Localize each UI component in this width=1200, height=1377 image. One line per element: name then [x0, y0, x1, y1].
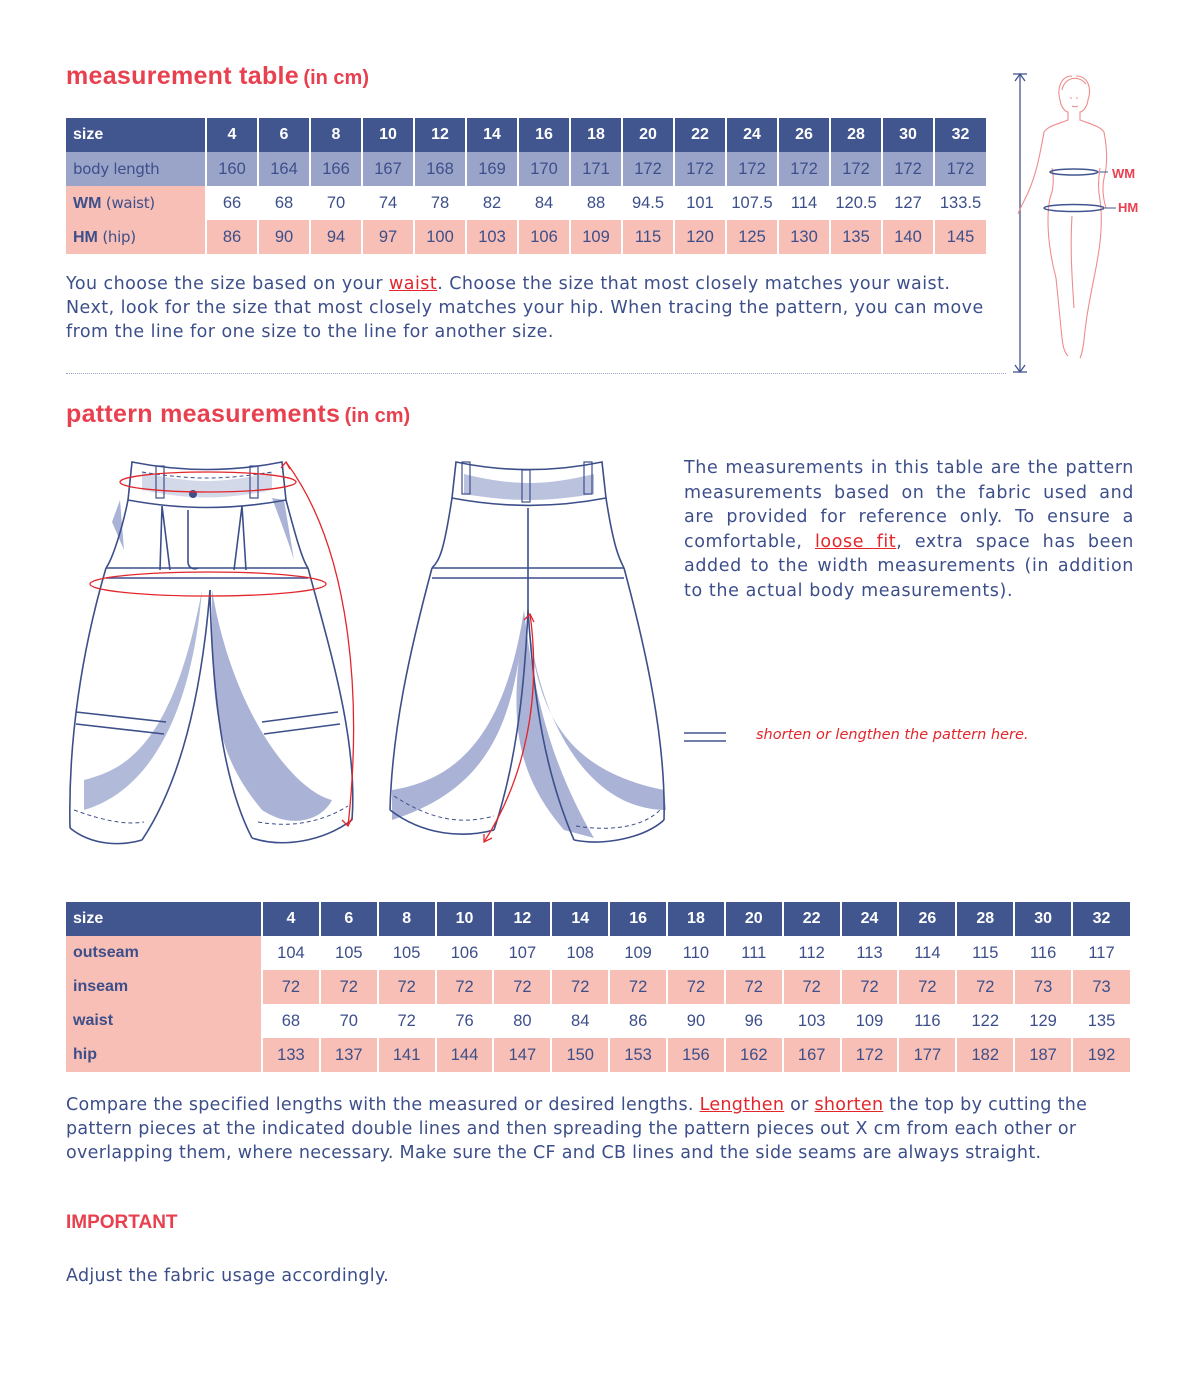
- row-label: [66, 186, 206, 220]
- size-header-cell: 24: [726, 118, 778, 152]
- pattern-measurements-title: pattern measurements: [66, 400, 341, 428]
- row-label: body length: [66, 152, 206, 186]
- table-cell: 108: [551, 936, 609, 970]
- shorten-lengthen-note: shorten or lengthen the pattern here.: [756, 727, 1029, 743]
- table-cell: 106: [518, 220, 570, 254]
- table-cell: 172: [622, 152, 674, 186]
- table-cell: 74: [362, 186, 414, 220]
- table-cell: 86: [206, 220, 258, 254]
- table-cell: 172: [882, 152, 934, 186]
- double-line-symbol: [684, 730, 726, 744]
- size-header-cell: 32: [1092, 910, 1111, 927]
- table-cell: 177: [898, 1038, 956, 1072]
- table-cell: 109: [841, 1004, 899, 1038]
- table-cell: 84: [551, 1004, 609, 1038]
- row-label-sub: (hip): [97, 227, 136, 246]
- trousers-back-illustration: [384, 450, 674, 850]
- table-cell: 110: [667, 936, 725, 970]
- table-cell: 112: [783, 936, 841, 970]
- table-cell: 166: [310, 152, 362, 186]
- table-cell: 153: [609, 1038, 667, 1072]
- size-header-cell: 18: [570, 118, 622, 152]
- table-row: [66, 220, 986, 254]
- pattern-measurements-unit: (in cm): [344, 405, 411, 427]
- table-cell: 147: [493, 1038, 551, 1072]
- lengthen-link[interactable]: Lengthen: [699, 1095, 785, 1115]
- size-header-cell: 16: [518, 118, 570, 152]
- table-cell: 80: [493, 1004, 551, 1038]
- size-header-cell: 12: [414, 118, 466, 152]
- section-divider: [66, 373, 1006, 374]
- size-header-cell: 30: [882, 118, 934, 152]
- table-cell: 107: [493, 936, 551, 970]
- size-header-label: size: [66, 902, 262, 936]
- table-row: [66, 1038, 1130, 1072]
- important-text: Adjust the fabric usage accordingly.: [66, 1266, 389, 1286]
- table-cell: 113: [841, 936, 899, 970]
- table-cell: 68: [258, 186, 310, 220]
- table-cell: 72: [667, 970, 725, 1004]
- table-cell: 72: [262, 970, 320, 1004]
- size-header-cell: 6: [258, 118, 310, 152]
- table-cell: 114: [778, 186, 830, 220]
- size-header-cell: 18: [667, 902, 725, 936]
- table-cell: 70: [310, 186, 362, 220]
- table-cell: 172: [841, 1038, 899, 1072]
- table-cell: 88: [570, 186, 622, 220]
- table-cell: 105: [320, 936, 378, 970]
- table-cell: 90: [258, 220, 310, 254]
- table-cell: 167: [783, 1038, 841, 1072]
- measurement-table-heading: [66, 62, 369, 91]
- size-header-cell: 30: [1014, 902, 1072, 936]
- table-cell: 160: [206, 152, 258, 186]
- table-cell: 107.5: [726, 186, 778, 220]
- table-cell: 106: [436, 936, 494, 970]
- row-label-main: WM: [73, 194, 102, 212]
- size-header-cell: 24: [841, 902, 899, 936]
- table-cell: 192: [1087, 1045, 1116, 1064]
- size-header-cell: 6: [320, 902, 378, 936]
- table-cell: 116: [898, 1004, 956, 1038]
- table-cell: 84: [518, 186, 570, 220]
- row-label: [66, 220, 206, 254]
- size-header-cell: 10: [436, 902, 494, 936]
- table-cell: 72: [493, 970, 551, 1004]
- table-cell: 103: [783, 1004, 841, 1038]
- table-cell: 94.5: [622, 186, 674, 220]
- table-cell: 172: [778, 152, 830, 186]
- table-cell: 116: [1014, 936, 1072, 970]
- table-cell: 125: [726, 220, 778, 254]
- table-cell: 145: [946, 227, 975, 246]
- table-cell: 97: [362, 220, 414, 254]
- size-header-cell: 28: [956, 902, 1014, 936]
- table-cell: 162: [725, 1038, 783, 1072]
- table-cell: 105: [378, 936, 436, 970]
- table-cell: 182: [956, 1038, 1014, 1072]
- table-cell: 172: [726, 152, 778, 186]
- loose-fit-link[interactable]: loose fit: [814, 531, 897, 552]
- table-cell: 122: [956, 1004, 1014, 1038]
- table-cell: 72: [725, 970, 783, 1004]
- table-cell: 141: [378, 1038, 436, 1072]
- table-cell: 68: [262, 1004, 320, 1038]
- size-header-cell: 14: [466, 118, 518, 152]
- table-cell: 86: [609, 1004, 667, 1038]
- size-header-label: size: [66, 118, 206, 152]
- table-row: [66, 152, 986, 186]
- table-cell: 103: [466, 220, 518, 254]
- table-cell: 114: [898, 936, 956, 970]
- body-figure-illustration: [1008, 68, 1158, 380]
- table-cell: 109: [570, 220, 622, 254]
- table-cell: 120: [674, 220, 726, 254]
- trousers-front-illustration: [62, 450, 372, 850]
- table-cell: 172: [946, 159, 975, 178]
- table-cell: 133: [262, 1038, 320, 1072]
- row-label: outseam: [66, 936, 262, 970]
- row-label: inseam: [66, 970, 262, 1004]
- shorten-link[interactable]: shorten: [814, 1095, 884, 1115]
- table-cell: 111: [725, 936, 783, 970]
- size-header-cell: 26: [898, 902, 956, 936]
- size-header-cell: 28: [830, 118, 882, 152]
- table-cell: 72: [609, 970, 667, 1004]
- table-cell: 72: [551, 970, 609, 1004]
- table-cell: 78: [414, 186, 466, 220]
- table-cell: 167: [362, 152, 414, 186]
- size-header-cell: 20: [622, 118, 674, 152]
- pattern-measurements-heading: [66, 400, 410, 429]
- wm-figure-label: WM: [1112, 166, 1136, 181]
- row-label-sub: (waist): [101, 193, 155, 212]
- table-header-row: [66, 118, 986, 152]
- table-cell: 100: [414, 220, 466, 254]
- table-row: [66, 186, 986, 220]
- hm-figure-label: HM: [1118, 200, 1139, 215]
- table-cell: 72: [841, 970, 899, 1004]
- table-cell: 101: [674, 186, 726, 220]
- table-cell: 137: [320, 1038, 378, 1072]
- table-cell: 66: [206, 186, 258, 220]
- table-cell: 130: [778, 220, 830, 254]
- table-cell: 187: [1014, 1038, 1072, 1072]
- table-cell: 72: [783, 970, 841, 1004]
- table-cell: 135: [830, 220, 882, 254]
- table-cell: 127: [882, 186, 934, 220]
- size-header-cell: 22: [783, 902, 841, 936]
- table-cell: 117: [1088, 943, 1115, 962]
- row-label-main: HM: [73, 228, 98, 246]
- size-header-cell: 20: [725, 902, 783, 936]
- table-header-row: [66, 902, 1130, 936]
- table-cell: 72: [378, 970, 436, 1004]
- table-cell: 76: [436, 1004, 494, 1038]
- table-cell: 140: [882, 220, 934, 254]
- row-label: waist: [66, 1004, 262, 1038]
- measurement-table-unit: (in cm): [303, 67, 369, 89]
- table-row: [66, 936, 1130, 970]
- table-row: [66, 1004, 1130, 1038]
- size-header-cell: 16: [609, 902, 667, 936]
- table-cell: 104: [262, 936, 320, 970]
- size-header-cell: 32: [951, 126, 970, 143]
- size-header-cell: 26: [778, 118, 830, 152]
- table-cell: 90: [667, 1004, 725, 1038]
- table-cell: 170: [518, 152, 570, 186]
- table-cell: 72: [436, 970, 494, 1004]
- table-cell: 73: [1092, 977, 1111, 996]
- table-cell: 168: [414, 152, 466, 186]
- table-cell: 164: [258, 152, 310, 186]
- size-header-cell: 4: [262, 902, 320, 936]
- important-heading: IMPORTANT: [66, 1212, 178, 1233]
- table-cell: 82: [466, 186, 518, 220]
- table-cell: 72: [320, 970, 378, 1004]
- size-header-cell: 22: [674, 118, 726, 152]
- table-cell: 72: [378, 1004, 436, 1038]
- size-header-cell: 8: [378, 902, 436, 936]
- size-header-cell: 4: [206, 118, 258, 152]
- measurement-instructions: You choose the size based on your waist. Choose the size that most closely matches your waist. Next, look for the size that most closely matches your hip. When tracing the pattern, you can move from the line for one size to the line for another size.: [66, 274, 984, 342]
- table-row: [66, 970, 1130, 1004]
- size-header-cell: 12: [493, 902, 551, 936]
- measurement-table-title: measurement table: [66, 62, 299, 90]
- table-cell: 115: [622, 220, 674, 254]
- table-cell: 156: [667, 1038, 725, 1072]
- measurement-table: [66, 118, 986, 254]
- pattern-info-text: The measurements in this table are the pattern measurements based on the fabric used and are provided for reference only. To ensure a comfortable, loose fit, extra space has been added to the width measurements (in addition to the actual body measurements).: [684, 458, 1134, 601]
- row-label: hip: [66, 1038, 262, 1072]
- table-cell: 94: [310, 220, 362, 254]
- table-cell: 150: [551, 1038, 609, 1072]
- waist-link[interactable]: waist: [389, 274, 438, 294]
- pattern-measurements-table: [66, 902, 1130, 1072]
- size-header-cell: 10: [362, 118, 414, 152]
- size-header-cell: 8: [310, 118, 362, 152]
- table-cell: 169: [466, 152, 518, 186]
- table-cell: 70: [320, 1004, 378, 1038]
- table-cell: 133.5: [939, 193, 982, 212]
- table-cell: 72: [956, 970, 1014, 1004]
- table-cell: 129: [1014, 1004, 1072, 1038]
- table-cell: 144: [436, 1038, 494, 1072]
- size-header-cell: 14: [551, 902, 609, 936]
- table-cell: 171: [570, 152, 622, 186]
- table-cell: 115: [956, 936, 1014, 970]
- table-cell: 172: [830, 152, 882, 186]
- table-cell: 73: [1014, 970, 1072, 1004]
- table-cell: 120.5: [830, 186, 882, 220]
- table-cell: 109: [609, 936, 667, 970]
- table-cell: 72: [898, 970, 956, 1004]
- table-cell: 135: [1087, 1011, 1116, 1030]
- lengthen-shorten-instructions: Compare the specified lengths with the measured or desired lengths. Lengthen or shorten the top by cutting the pattern pieces at the indicated double lines and then spreading the pattern pieces out X cm from each other or overlapping them, where necessary. Make sure the CF and CB lines and the side seams are always straight.: [66, 1095, 1088, 1163]
- table-cell: 96: [725, 1004, 783, 1038]
- table-cell: 172: [674, 152, 726, 186]
